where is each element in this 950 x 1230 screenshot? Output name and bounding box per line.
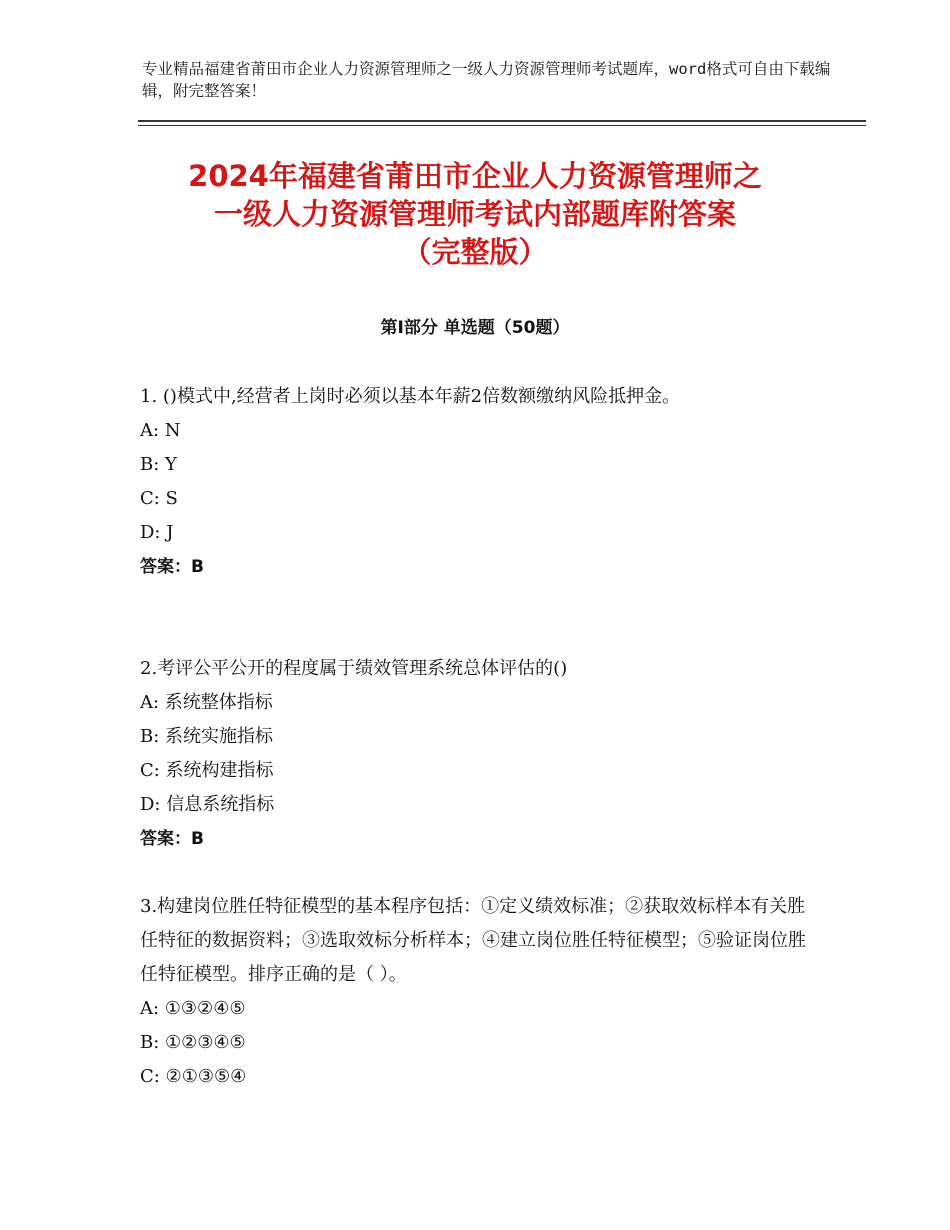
header-note: 专业精品福建省莆田市企业人力资源管理师之一级人力资源管理师考试题库，word格式可自由下载编辑，附完整答案！ (142, 60, 831, 100)
answer: 答案：B (140, 557, 204, 577)
option-b: B: Y (140, 454, 177, 475)
document-title (120, 157, 830, 271)
option-a: A: 系统整体指标 (140, 692, 273, 713)
option-d: D: 信息系统指标 (140, 794, 275, 815)
answer: 答案：B (140, 829, 204, 849)
option-a: A: ①③②④⑤ (140, 998, 246, 1019)
option-b: B: ①②③④⑤ (140, 1032, 246, 1053)
question-stem: 3.构建岗位胜任特征模型的基本程序包括：①定义绩效标准；②获取效标样本有关胜任特征的数据资料；③选取效标分析样本；④建立岗位胜任特征模型；⑤验证岗位胜任特征模型。排序正确的是（ ）。 (140, 896, 806, 985)
option-c: C: S (140, 488, 178, 509)
header-divider-thick (138, 120, 866, 122)
question-1 (140, 380, 820, 584)
question-stem: 1. ()模式中,经营者上岗时必须以基本年薪2倍数额缴纳风险抵押金。 (140, 386, 681, 407)
question-3 (140, 890, 820, 1094)
section-title: 第Ⅰ部分 单选题（50题） (380, 318, 570, 338)
title-line-3: （完整版） (402, 235, 548, 269)
header-divider-thin (138, 125, 866, 126)
option-d: D: J (140, 522, 174, 543)
title-line-2: 一级人力资源管理师考试内部题库附答案 (213, 197, 736, 231)
option-c: C: 系统构建指标 (140, 760, 274, 781)
question-2 (140, 652, 820, 856)
option-b: B: 系统实施指标 (140, 726, 274, 747)
title-line-1: 2024年福建省莆田市企业人力资源管理师之 (188, 159, 762, 193)
question-stem: 2.考评公平公开的程度属于绩效管理系统总体评估的() (140, 658, 568, 679)
option-c: C: ②①③⑤④ (140, 1066, 247, 1087)
option-a: A: N (140, 420, 181, 441)
